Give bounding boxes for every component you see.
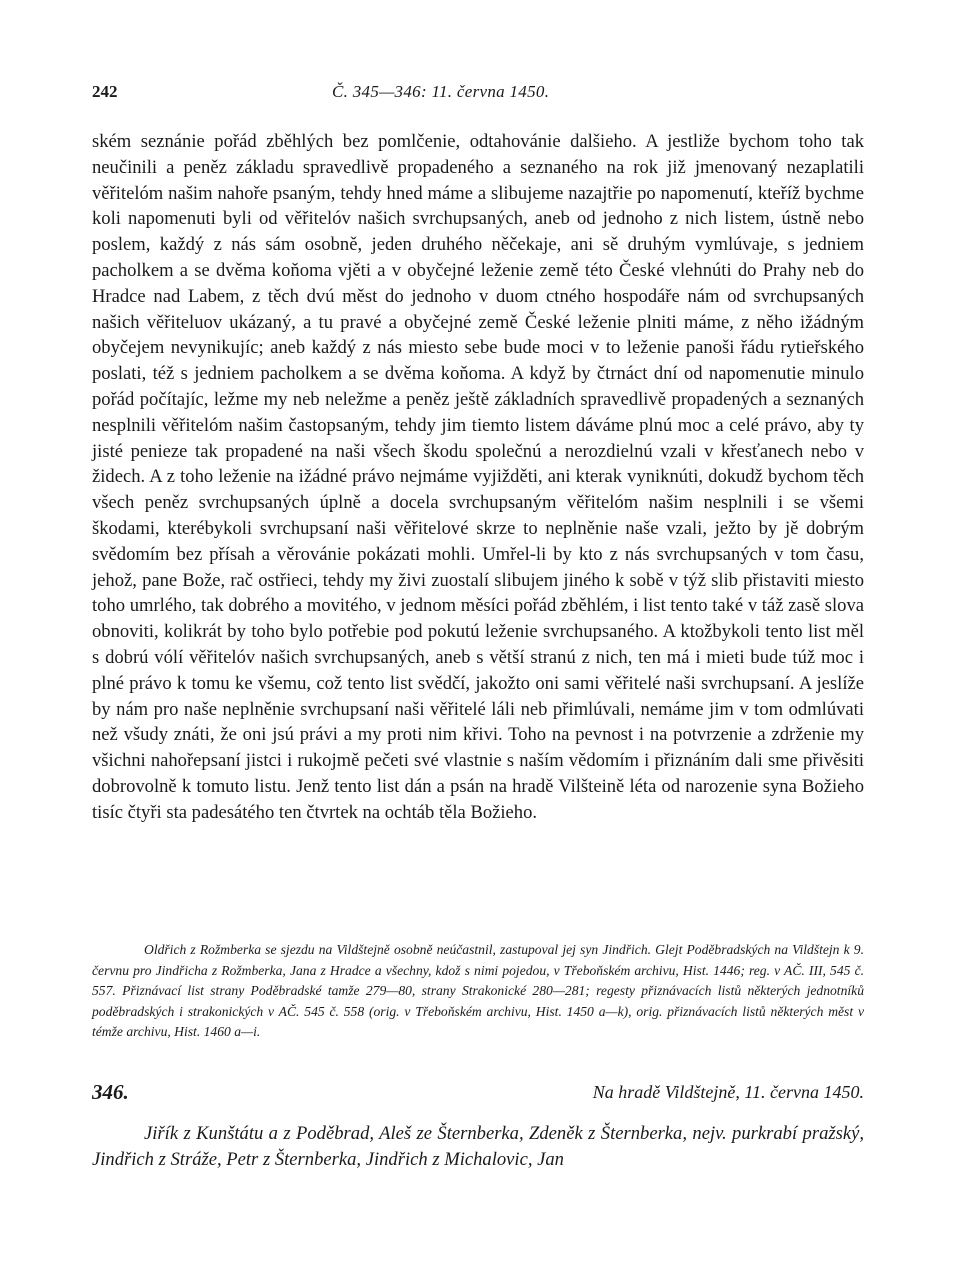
page-number: 242 (92, 82, 118, 101)
document-intro-text: Jiřík z Kunštátu a z Poděbrad, Aleš ze Šternberka, Zdeněk z Šternberka, nejv. purkrabí pražský, Jindřich z Stráže, Petr z Šternberka, Jindřich z Michalovic, Jan (92, 1123, 864, 1170)
running-head: Č. 345—346: 11. června 1450. (332, 82, 550, 101)
document-body (92, 129, 864, 826)
editorial-note (92, 940, 864, 1043)
document-dateline: Na hradě Vildštejně, 11. června 1450. (592, 1082, 864, 1102)
document-number: 346. (92, 1080, 129, 1104)
page-header (92, 82, 868, 110)
body-paragraph: ském seznánie pořád zběhlých bez pomlčenie, odtahovánie dalšieho. A jestliže bychom toho tak neučinili a peněz základu spravedlivě propadeného a seznaného na rok již jmenovaný nezaplatili věřitelóm našim nahoře psaným, tehdy hned máme a slibujeme nazajtřie po napomenutí, kteříž bychme koli napomenuti byli od věřitelóv našich svrchupsaných, aneb od jednoho z nich listem, ústně nebo poslem, každý z nás sám osobně, jeden druhého něčekaje, ani sě druhým vymlúvaje, s jedniem pacholkem a se dvěma koňoma vjěti a v obyčejné leženie země této České vlehnúti do Prahy neb do Hradce nad Labem, z těch dvú měst do jednoho v duom ctného hospodáře nám od svrchupsaných našich věřiteluov ukázaný, a tu pravé a obyčejné země České leženie plniti máme, z něho ižádným obyčejem nevynikujíc; aneb každý z nás miesto sebe bude moci v to leženie panoši řádu rytieřského poslati, též s jedniem pacholkem a se dvěma koňoma. A když by čtrnáct dní od napomenutie minulo pořád počítajíc, ležme my neb neležme a peněz ještě základních spravedlivě propadených a seznaných nesplnili věřitelóm našim častopsaným, tehdy jim tiemto listem dáváme plnú moc a celé právo, aby ty jisté penieze tak propadené na naši všech škodu společnú a nerozdielnú vzali v křesťanech nebo v židech. A z toho leženie na ižádné právo nejmáme vyjižděti, ani kterak vyniknúti, dokudž bychom těch všech peněz svrchupsaných úplně a docela svrchupsaným věřitelóm našim nesplnili i se všemi škodami, kterébykoli svrchupsaní naši věřitelové skrze to neplněnie naše vzali, ježto by jě dobrým svědomím bez přísah a věrovánie pokázati mohli. Umřel-li by kto z nás svrchupsaných v tom času, jehož, pane Bože, rač ostřieci, tehdy my živi zuostalí slibujem jiného k sobě v týž slib přistaviti miesto toho umrlého, tak dobrého a movitého, v jednom měsíci pořád zběhlém, i list tento také v táž zasě slova obnoviti, kolikrát by toho bylo potřebie pod pokutú leženie svrchupsaného. A ktožbykoli tento list měl s dobrú vólí věřitelóv našich svrchupsaných, aneb s větší stranú z nich, ten má i mieti bude túž moc i plné právo k tomu ke všemu, což tento list svědčí, jakožto oni sami věřitelé naši svrchupsaní. A jeslíže by nám pro naše neplněnie svrchupsaní naši věřitelé láli neb přimlúvali, nemáme jim v tom odmlúvati než všudy znáti, že oni jsú právi a my proti nim křivi. Toho na pevnost i na potvrzenie a zdrženie my všichni nahořepsaní jistci i rukojmě pečeti své vlastnie s naším vědomím i přiznáním dali sme přivěsiti dobrovolně k tomuto listu. Jenž tento list dán a psán na hradě Vilšteině léta od narozenie syna Božieho tisíc čtyři sta padesátého ten čtvrtek na ochtáb těla Božieho. (92, 131, 864, 823)
document-heading (92, 1080, 864, 1108)
editorial-note-text: Oldřich z Rožmberka se sjezdu na Vildštejně osobně neúčastnil, zastupoval jej syn Jindřich. Glejt Poděbradských na Vildštejn k 9. červnu pro Jindřicha z Rožmberka, Jana z Hradce a všechny, kdož s nimi pojedou, v Třeboňském archivu, Hist. 1446; reg. v AČ. III, 545 č. 557. Přiznávací list strany Poděbradské tamže 279—80, strany Strakonické 280—281; regesty přiznávacích listů některých jednotníků poděbradských i strakonických v AČ. 545 č. 558 (orig. v Třeboňském archivu, Hist. 1450 a—k), orig. přiznávacích listů některých měst v témže archivu, Hist. 1460 a—i. (92, 942, 864, 1040)
document-intro (92, 1121, 864, 1173)
